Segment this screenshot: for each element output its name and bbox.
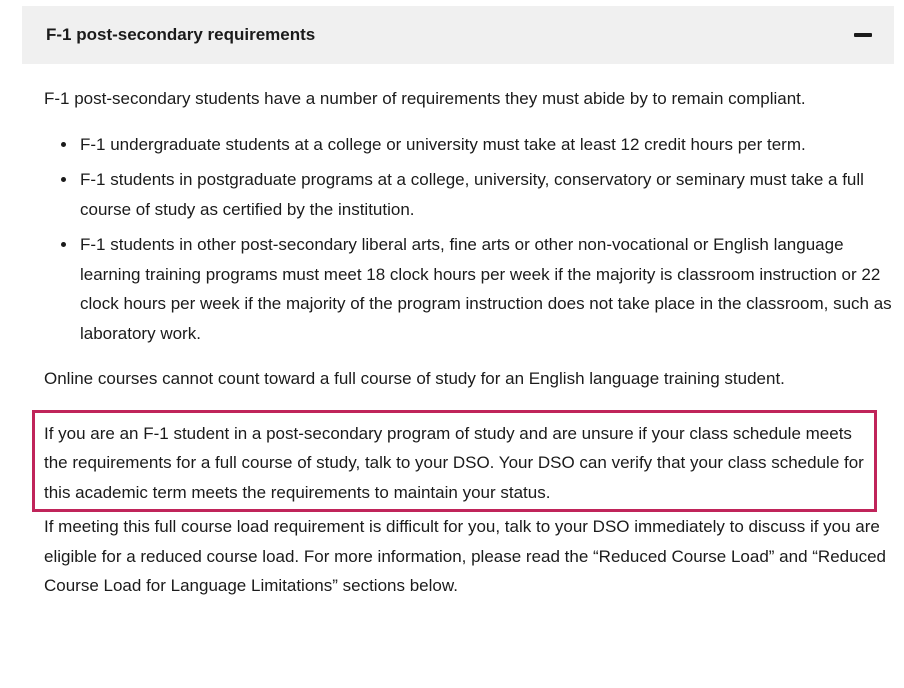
highlighted-paragraph: If you are an F-1 student in a post-secondary program of study and are unsure if your class schedule meets the requirements for a full course of study, talk to your DSO. Your DSO can verify that your class schedule for this academic term meets the requirements to maintain your status. [44, 423, 864, 502]
list-item: • F-1 students in other post-secondary liberal arts, fine arts or other non-vocational or English language learning training programs must meet 18 clock hours per week if the majority is classroom instruction or 22 clock hours per week if the majority of the program instruction does not take place in the classroom, such as laboratory work. [78, 230, 894, 348]
intro-paragraph: F-1 post-secondary students have a number of requirements they must abide by to remain compliant. [44, 89, 806, 108]
minus-icon[interactable] [854, 33, 872, 37]
list-item: • F-1 students in postgraduate programs at a college, university, conservatory or seminary must take a full course of study as certified by the institution. [78, 165, 894, 224]
accordion-header[interactable] [22, 6, 894, 64]
accordion-content [22, 64, 894, 601]
accordion-title: F-1 post-secondary requirements [46, 25, 316, 44]
requirements-list [44, 130, 894, 349]
reduced-load-paragraph: If meeting this full course load requirement is difficult for you, talk to your DSO immediately to discuss if you are eligible for a reduced course load. For more information, please read the “Reduced Course Load” and “Reduced Course Load for Language Limitations” sections below. [44, 517, 886, 595]
accordion [22, 6, 894, 617]
highlighted-callout [32, 410, 877, 513]
list-item: • F-1 undergraduate students at a college or university must take at least 12 credit hours per term. [78, 130, 894, 160]
online-courses-note: Online courses cannot count toward a full course of study for an English language training student. [44, 369, 785, 388]
